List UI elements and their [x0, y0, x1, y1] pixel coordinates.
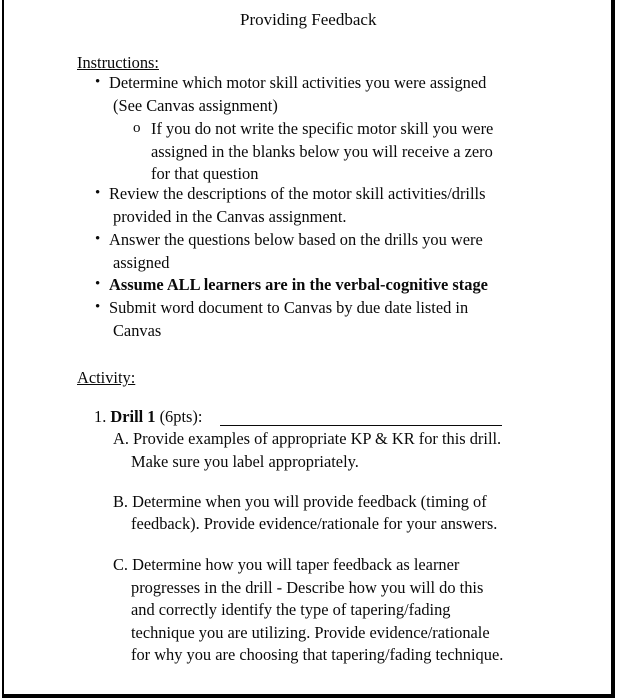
- question-line: C. Determine how you will taper feedback as learner: [113, 555, 460, 574]
- bullet-marker: •: [95, 185, 101, 201]
- document-title: Providing Feedback: [240, 10, 377, 29]
- question-line: for why you are choosing that tapering/fading technique.: [131, 645, 504, 664]
- drill-points: (6pts):: [159, 407, 203, 426]
- bullet-marker: •: [95, 231, 101, 247]
- bullet-marker: •: [95, 299, 101, 315]
- instruction-line: Review the descriptions of the motor skill activities/drills: [109, 184, 486, 203]
- sub-bullet-marker: o: [133, 120, 141, 136]
- instruction-line: Canvas: [113, 321, 162, 340]
- drill-answer-blank[interactable]: [220, 425, 502, 426]
- document-page: [4, 0, 611, 694]
- instruction-sub-line: assigned in the blanks below you will receive a zero: [151, 142, 493, 161]
- question-line: Make sure you label appropriately.: [131, 452, 359, 471]
- instructions-heading: Instructions:: [77, 53, 159, 72]
- page-frame: [2, 0, 615, 698]
- drill-name: Drill 1: [110, 407, 156, 426]
- question-line: B. Determine when you will provide feedback (timing of: [113, 492, 487, 511]
- question-line: progresses in the drill - Describe how you will do this: [131, 578, 484, 597]
- instruction-line: Submit word document to Canvas by due date listed in: [109, 298, 469, 317]
- activity-heading: Activity:: [77, 368, 136, 387]
- question-line: feedback). Provide evidence/rationale for your answers.: [131, 514, 498, 533]
- instruction-line-emphasis: Assume ALL learners are in the verbal-cognitive stage: [109, 275, 488, 294]
- bullet-marker: •: [95, 74, 101, 90]
- question-line: A. Provide examples of appropriate KP & KR for this drill.: [113, 429, 502, 448]
- instruction-line: Answer the questions below based on the drills you were: [109, 230, 483, 249]
- question-line: and correctly identify the type of tapering/fading: [131, 600, 451, 619]
- instruction-sub-line: If you do not write the specific motor skill you were: [151, 119, 494, 138]
- bullet-marker: •: [95, 276, 101, 292]
- drill-number: 1.: [94, 407, 107, 426]
- question-line: technique you are utilizing. Provide evidence/rationale: [131, 623, 490, 642]
- instruction-sub-line: for that question: [151, 164, 259, 183]
- instruction-line: (See Canvas assignment): [113, 96, 278, 115]
- instruction-line: assigned: [113, 253, 170, 272]
- drill-heading: [94, 406, 202, 427]
- instruction-line: provided in the Canvas assignment.: [113, 207, 347, 226]
- instruction-line: Determine which motor skill activities you were assigned: [109, 73, 487, 92]
